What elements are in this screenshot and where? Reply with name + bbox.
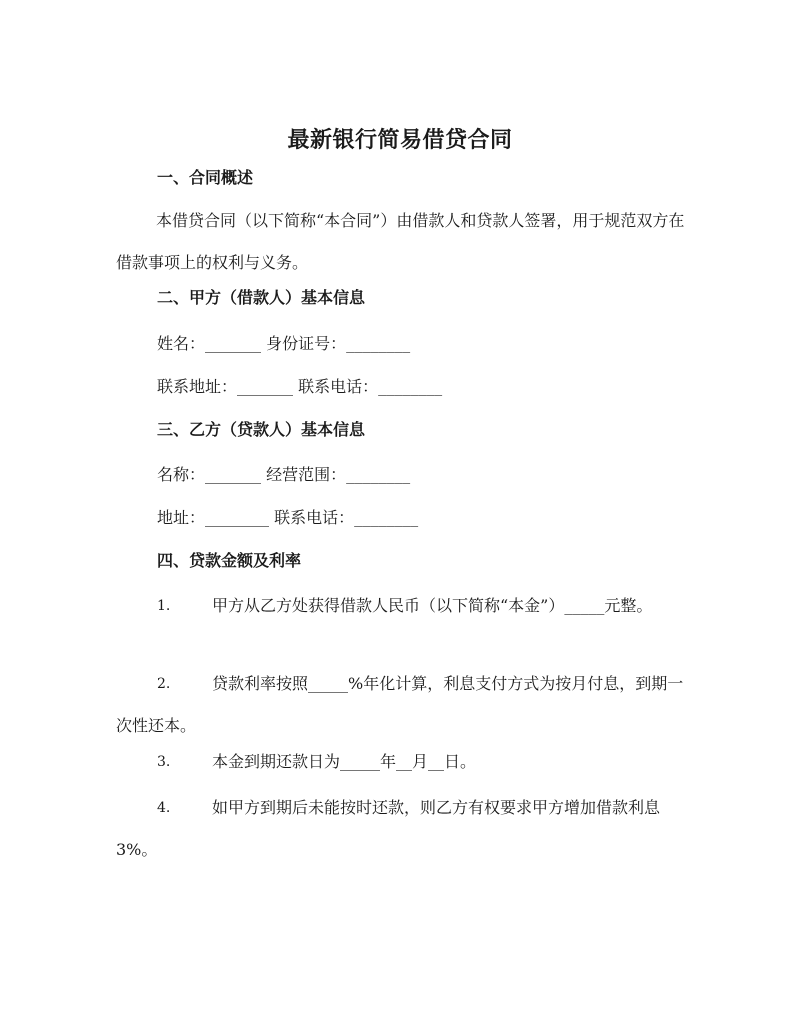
section-4-heading: 四、贷款金额及利率 xyxy=(157,551,302,570)
section-1-paragraph: 本借贷合同（以下简称“本合同”）由借款人和贷款人签署，用于规范双方在借款事项上的权利与义务。 xyxy=(116,211,685,272)
page-title: 最新银行简易借贷合同 xyxy=(287,127,513,153)
item-2-text-content: 贷款利率按照_____%年化计算，利息支付方式为按月付息，到期一次性还本。 xyxy=(116,674,684,735)
section-3-heading: 三、乙方（贷款人）基本信息 xyxy=(157,420,366,439)
item-1-number: 1. xyxy=(157,598,171,614)
party-b-address-phone-line: 地址：________ 联系电话：________ xyxy=(157,508,419,527)
item-4-text-content: 如甲方到期后未能按时还款，则乙方有权要求甲方增加借款利息3%。 xyxy=(116,798,661,859)
party-a-address-phone-line: 联系地址：_______ 联系电话：________ xyxy=(157,377,443,396)
party-b-name-scope-line: 名称：_______ 经营范围：________ xyxy=(157,465,411,484)
party-a-name-id-line: 姓名：_______ 身份证号：________ xyxy=(157,334,411,353)
item-2-number: 2. xyxy=(157,676,171,692)
item-3-text-content: 本金到期还款日为_____年__月__日。 xyxy=(212,752,477,771)
section-2-heading: 二、甲方（借款人）基本信息 xyxy=(157,288,366,307)
item-4-number: 4. xyxy=(157,800,171,816)
item-3-number: 3. xyxy=(157,754,171,770)
item-3-text xyxy=(116,741,696,783)
section-1-heading: 一、合同概述 xyxy=(157,168,254,187)
item-2-text xyxy=(116,663,696,747)
item-1-text xyxy=(116,585,696,627)
item-4-text xyxy=(116,787,696,871)
item-1-text-content: 甲方从乙方处获得借款人民币（以下简称“本金”）_____元整。 xyxy=(212,596,653,615)
